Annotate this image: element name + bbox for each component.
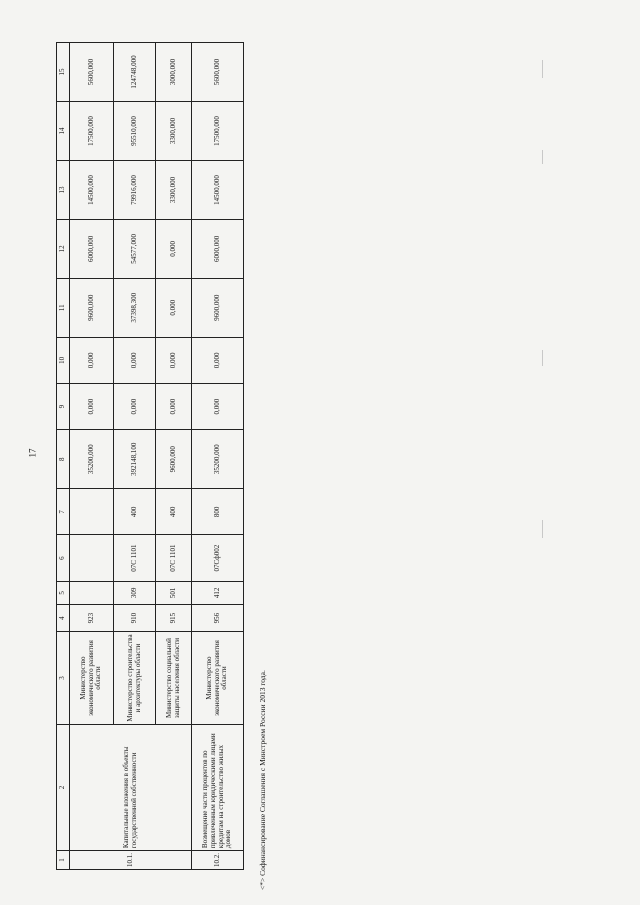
table-cell bbox=[70, 535, 114, 581]
table-cell: 0,000 bbox=[70, 384, 114, 430]
header-cell: 3 bbox=[57, 632, 70, 725]
header-cell: 5 bbox=[57, 581, 70, 604]
footnote: <*> Софинансирование Соглашения с Минстроем России 2013 года. bbox=[258, 670, 267, 890]
header-cell: 13 bbox=[57, 161, 70, 220]
table-cell: 35200,000 bbox=[192, 430, 244, 489]
table-cell: 3300,000 bbox=[156, 161, 192, 220]
header-cell: 1 bbox=[57, 851, 70, 870]
header-cell: 2 bbox=[57, 724, 70, 850]
table-cell: 0,000 bbox=[156, 219, 192, 278]
scan-artifact bbox=[542, 520, 543, 538]
table-cell: 54577,000 bbox=[114, 219, 156, 278]
header-cell: 8 bbox=[57, 430, 70, 489]
table-cell: 3300,000 bbox=[156, 102, 192, 161]
header-cell: 6 bbox=[57, 535, 70, 581]
table-cell: 9600,000 bbox=[156, 430, 192, 489]
scan-artifact bbox=[542, 60, 543, 78]
table-cell: 923 bbox=[70, 604, 114, 631]
ministry-cell: Министерство строительства и архитектуры области bbox=[114, 632, 156, 725]
table-cell: 14500,000 bbox=[192, 161, 244, 220]
ministry-cell: Министерство экономического развития области bbox=[192, 632, 244, 725]
table-cell: 07Сф002 bbox=[192, 535, 244, 581]
table-cell: 0,000 bbox=[156, 278, 192, 337]
table-cell: 0,000 bbox=[192, 384, 244, 430]
table-cell: 6000,000 bbox=[70, 219, 114, 278]
header-cell: 7 bbox=[57, 489, 70, 535]
table-cell: 17500,000 bbox=[192, 102, 244, 161]
table-cell: 0,000 bbox=[70, 337, 114, 383]
table-cell: 07С 1101 bbox=[156, 535, 192, 581]
header-cell: 4 bbox=[57, 604, 70, 631]
row-title: Капитальные вложения в объекты государственной собственности bbox=[70, 724, 192, 850]
table-cell: 5600,000 bbox=[70, 43, 114, 102]
header-cell: 10 bbox=[57, 337, 70, 383]
table-cell: 17500,000 bbox=[70, 102, 114, 161]
header-cell: 9 bbox=[57, 384, 70, 430]
table-cell: 9600,000 bbox=[192, 278, 244, 337]
table-row bbox=[70, 43, 114, 870]
table-cell: 6000,000 bbox=[192, 219, 244, 278]
table-cell: 0,000 bbox=[156, 337, 192, 383]
table-cell: 309 bbox=[114, 581, 156, 604]
row-title: Возмещение части процентов по привлеченным юридическими лицами кредитам на строительство жилых домов bbox=[192, 724, 244, 850]
header-cell: 11 bbox=[57, 278, 70, 337]
header-cell: 12 bbox=[57, 219, 70, 278]
scan-artifact bbox=[542, 150, 543, 164]
table-cell bbox=[70, 581, 114, 604]
table-row bbox=[192, 43, 244, 870]
table-cell: 79916,000 bbox=[114, 161, 156, 220]
header-cell: 15 bbox=[57, 43, 70, 102]
table-cell: 0,000 bbox=[192, 337, 244, 383]
table-cell: 400 bbox=[156, 489, 192, 535]
table-cell: 412 bbox=[192, 581, 244, 604]
table-cell: 3000,000 bbox=[156, 43, 192, 102]
page-number: 17 bbox=[27, 448, 38, 458]
table-cell: 35200,000 bbox=[70, 430, 114, 489]
table-cell: 800 bbox=[192, 489, 244, 535]
header-cell: 14 bbox=[57, 102, 70, 161]
table-cell: 0,000 bbox=[156, 384, 192, 430]
table-cell: 956 bbox=[192, 604, 244, 631]
row-number: 10.2. bbox=[192, 851, 244, 870]
table-cell: 0,000 bbox=[114, 337, 156, 383]
table-cell: 124748,000 bbox=[114, 43, 156, 102]
table-cell: 14500,000 bbox=[70, 161, 114, 220]
table-cell: 07С 1101 bbox=[114, 535, 156, 581]
table-cell: 400 bbox=[114, 489, 156, 535]
ministry-cell: Министерство экономического развития области bbox=[70, 632, 114, 725]
table-cell bbox=[70, 489, 114, 535]
table-cell: 95510,000 bbox=[114, 102, 156, 161]
table-cell: 501 bbox=[156, 581, 192, 604]
table-cell: 910 bbox=[114, 604, 156, 631]
table-cell: 37398,300 bbox=[114, 278, 156, 337]
ministry-cell: Министерство социальной защиты населения области bbox=[156, 632, 192, 725]
table-cell: 9600,000 bbox=[70, 278, 114, 337]
row-number: 10.1. bbox=[70, 851, 192, 870]
budget-table bbox=[56, 42, 244, 870]
table-cell: 5600,000 bbox=[192, 43, 244, 102]
scan-artifact bbox=[542, 350, 543, 366]
table-cell: 915 bbox=[156, 604, 192, 631]
table-cell: 0,000 bbox=[114, 384, 156, 430]
header-row bbox=[57, 43, 70, 870]
table-cell: 392148,100 bbox=[114, 430, 156, 489]
rotated-sheet bbox=[56, 42, 242, 870]
